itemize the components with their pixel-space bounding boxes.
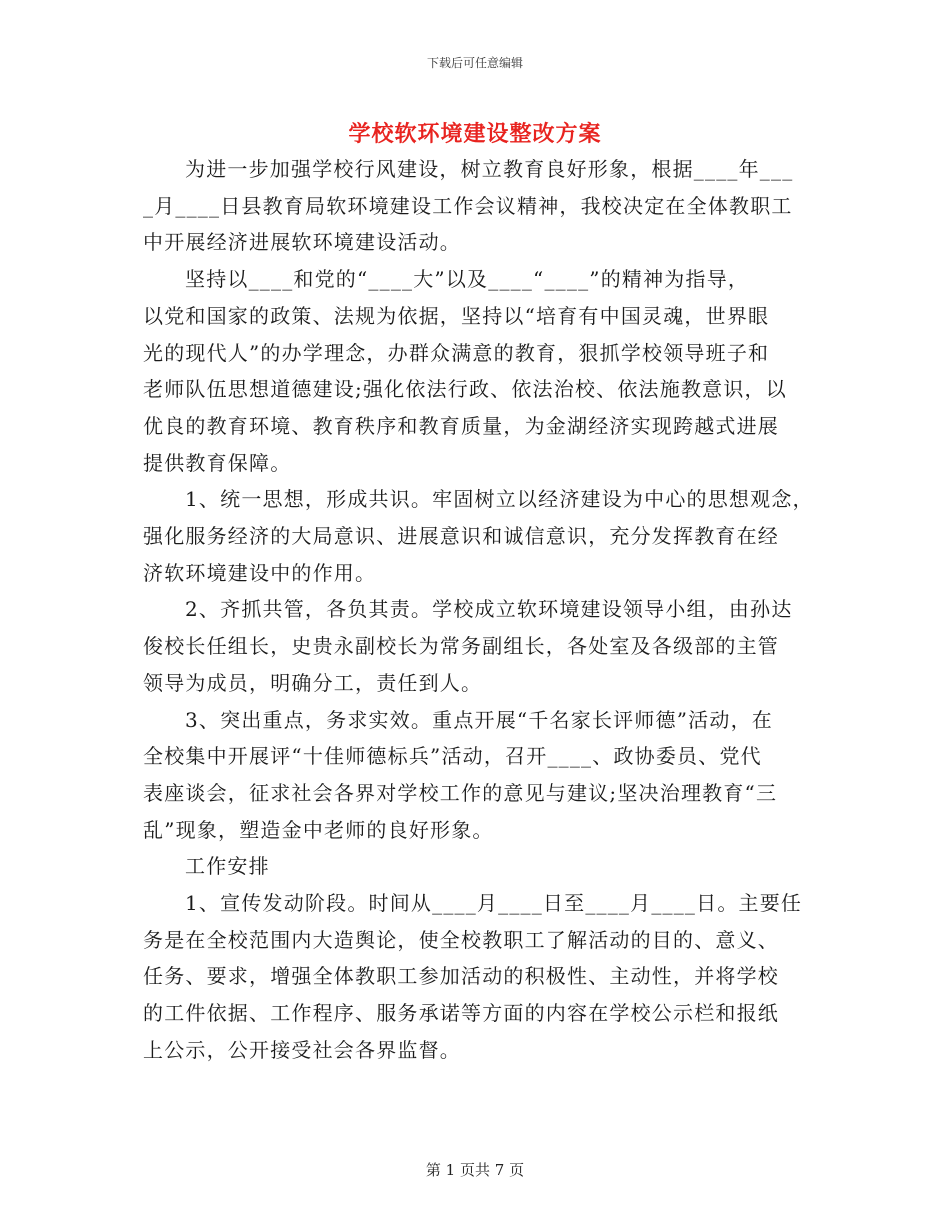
body-line: _月____日县教育局软环境建设工作会议精神，我校决定在全体教职工 [143, 193, 793, 218]
body-line: 任务、要求，增强全体教职工参加活动的积极性、主动性，并将学校 [143, 964, 779, 989]
body-line: 的工件依据、工作程序、服务承诺等方面的内容在学校公示栏和报纸 [143, 1001, 779, 1026]
body-line: 光的现代人”的办学理念，办群众满意的教育，狠抓学校领导班子和 [143, 340, 770, 365]
body-line: 乱”现象，塑造金中老师的良好形象。 [143, 817, 494, 842]
document-body [143, 151, 823, 1069]
body-line: 务是在全校范围内大造舆论，使全校教职工了解活动的目的、意义、 [143, 927, 779, 952]
body-line: 俊校长任组长，史贵永副校长为常务副组长，各处室及各级部的主管 [143, 634, 779, 659]
body-line: 领导为成员，明确分工，责任到人。 [143, 670, 483, 695]
body-line: 2、齐抓共管，各负其责。学校成立软环境建设领导小组，由孙达 [185, 597, 793, 622]
body-line: 老师队伍思想道德建设;强化依法行政、依法治校、依法施教意识，以 [143, 377, 787, 402]
body-line: 全校集中开展评“十佳师德标兵”活动，召开____、政协委员、党代 [143, 744, 762, 769]
body-line: 为进一步加强学校行风建设，树立教育良好形象，根据____年___ [185, 157, 794, 181]
body-line: 中开展经济进展软环境建设活动。 [143, 230, 461, 255]
body-line: 3、突出重点，务求实效。重点开展“千名家长评师德”活动，在 [185, 707, 773, 732]
body-line: 1、宣传发动阶段。时间从____月____日至____月____日。主要任 [185, 891, 803, 916]
body-line: 上公示，公开接受社会各界监督。 [143, 1037, 461, 1062]
body-line: 工作安排 [185, 854, 270, 879]
body-line: 1、统一思想，形成共识。牢固树立以经济建设为中心的思想观念， [185, 487, 814, 512]
page-footer: 第 1 页共 7 页 [425, 1161, 525, 1179]
body-line: 以党和国家的政策、法规为依据，坚持以“培育有中国灵魂，世界眼 [143, 303, 770, 328]
body-line: 提供教育保障。 [143, 450, 292, 475]
body-line: 优良的教育环境、教育秩序和教育质量，为金湖经济实现跨越式进展 [143, 413, 779, 438]
document-title: 学校软环境建设整改方案 [348, 121, 602, 147]
body-line: 表座谈会，征求社会各界对学校工作的意见与建议;坚决治理教育“三 [143, 780, 778, 805]
body-line: 强化服务经济的大局意识、进展意识和诚信意识，充分发挥教育在经 [143, 524, 779, 549]
body-line: 坚持以____和党的“____大”以及____“____”的精神为指导， [185, 267, 750, 292]
header-note: 下载后可任意编辑 [426, 56, 523, 70]
body-line: 济软环境建设中的作用。 [143, 560, 377, 585]
